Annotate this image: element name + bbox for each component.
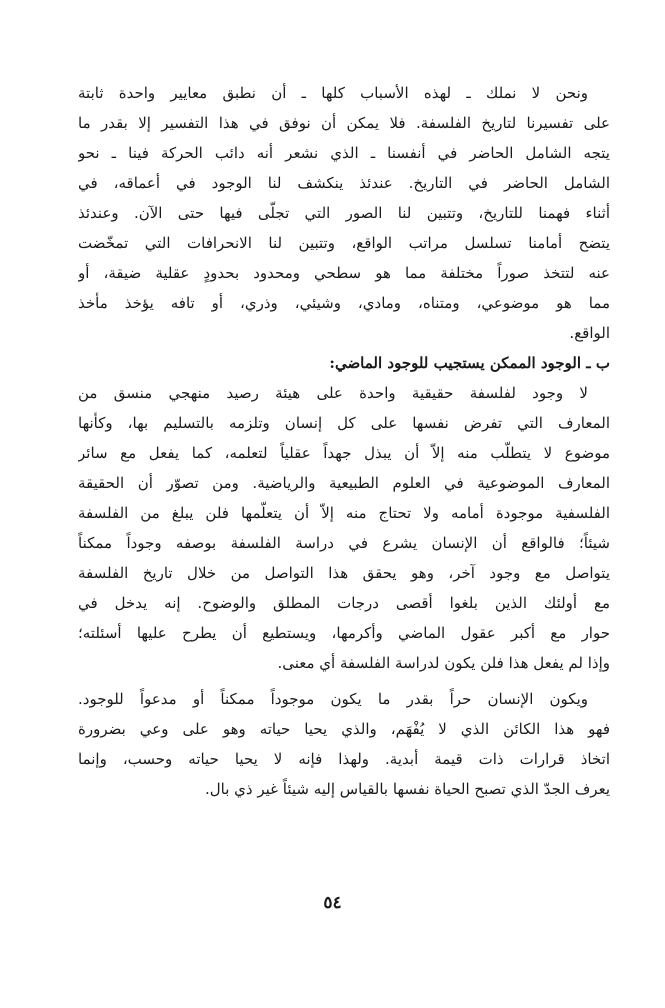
section-heading: ب ـ الوجود الممكن يستجيب للوجود الماضي: [329, 354, 610, 372]
text-line: عنه لتتخذ صوراً مختلفة مما هو سطحي ومحدود بحدودٍ عقلية ضيقة، أو [78, 264, 610, 282]
text-line: يعرف الجدّ الذي تصبح الحياة نفسها بالقياس إليه شيئاً غير ذي بال. [204, 780, 610, 798]
paragraph-3 [78, 684, 610, 804]
text-line: الواقع. [569, 324, 610, 342]
text-line: يتواصل مع وجود آخر، وهو يحقق هذا التواصل من خلال تاريخ الفلسفة [78, 564, 610, 582]
paragraph-1 [78, 78, 610, 348]
text-line: لا وجود لفلسفة حقيقية واحدة على هيئة رصيد منهجي منسق من [78, 384, 588, 402]
text-line: ونحن لا نملك ـ لهذه الأسباب كلها ـ أن نطبق معايير واحدة ثابتة [78, 84, 588, 102]
text-line: موضوع لا يتطلّب منه إلاّ أن يبذل جهداً عقلياً لتعلمه، كما يفعل مع سائر [78, 444, 610, 462]
page-number: ٥٤ [323, 893, 342, 913]
text-line: الفلسفية موجودة أمامه ولا تحتاج منه إلاّ أن يتعلّمها فلن يبلغ من الفلسفة [78, 504, 610, 522]
text-line: فهو هذا الكائن الذي لا يُفْهَم، والذي يحيا حياته وهو على وعي بضرورة [78, 720, 610, 738]
text-line: يتجه الشامل الحاضر في أنفسنا ـ الذي نشعر أنه دائب الحركة فينا ـ نحو [78, 144, 610, 162]
text-line: المعارف الموضوعية في العلوم الطبيعية والرياضية. ومن تصوّر أن الحقيقة [78, 474, 610, 492]
text-line: مع أولئك الذين بلغوا أقصى درجات المطلق والوضوح. إنه يدخل في [78, 594, 610, 612]
text-line: حوار مع أكبر عقول الماضي وأكرمها، ويستطيع أن يطرح عليها أسئلته؛ [78, 624, 610, 642]
text-line: الشامل الحاضر في التاريخ. عندئذ ينكشف لنا الوجود في أعماقه، في [78, 174, 610, 192]
text-line: ويكون الإنسان حراً بقدر ما يكون موجوداً ممكناً أو مدعواً للوجود. [78, 690, 588, 708]
text-line: وإذا لم يفعل هذا فلن يكون لدراسة الفلسفة أي معنى. [277, 654, 610, 672]
text-line: شيئاً؛ فالواقع أن الإنسان يشرع في دراسة الفلسفة بوصفه وجوداً ممكناً [78, 534, 610, 552]
text-line: مما هو موضوعي، ومتناه، ومادي، وشيئي، وذري، أو تافه يؤخذ مأخذ [78, 294, 610, 312]
text-line: يتضح أمامنا تسلسل مراتب الواقع، وتتبين لنا الانحرافات التي تمخّضت [78, 234, 610, 252]
text-line: أثناء فهمنا للتاريخ، وتتبين لنا الصور التي تجلّى فيها حتى الآن. وعندئذ [78, 204, 610, 222]
text-line: المعارف التي تفرض نفسها على كل إنسان وتلزمه بالتسليم بها، وكأنها [78, 414, 610, 432]
text-line: اتخاذ قرارات ذات قيمة أبدية. ولهذا فإنه لا يحيا حياته وحسب، وإنما [78, 750, 610, 768]
paragraph-2 [78, 378, 610, 678]
text-line: على تفسيرنا لتاريخ الفلسفة. فلا يمكن أن نوفق في هذا التفسير إلا بقدر ما [78, 114, 610, 132]
page-body [78, 78, 610, 804]
